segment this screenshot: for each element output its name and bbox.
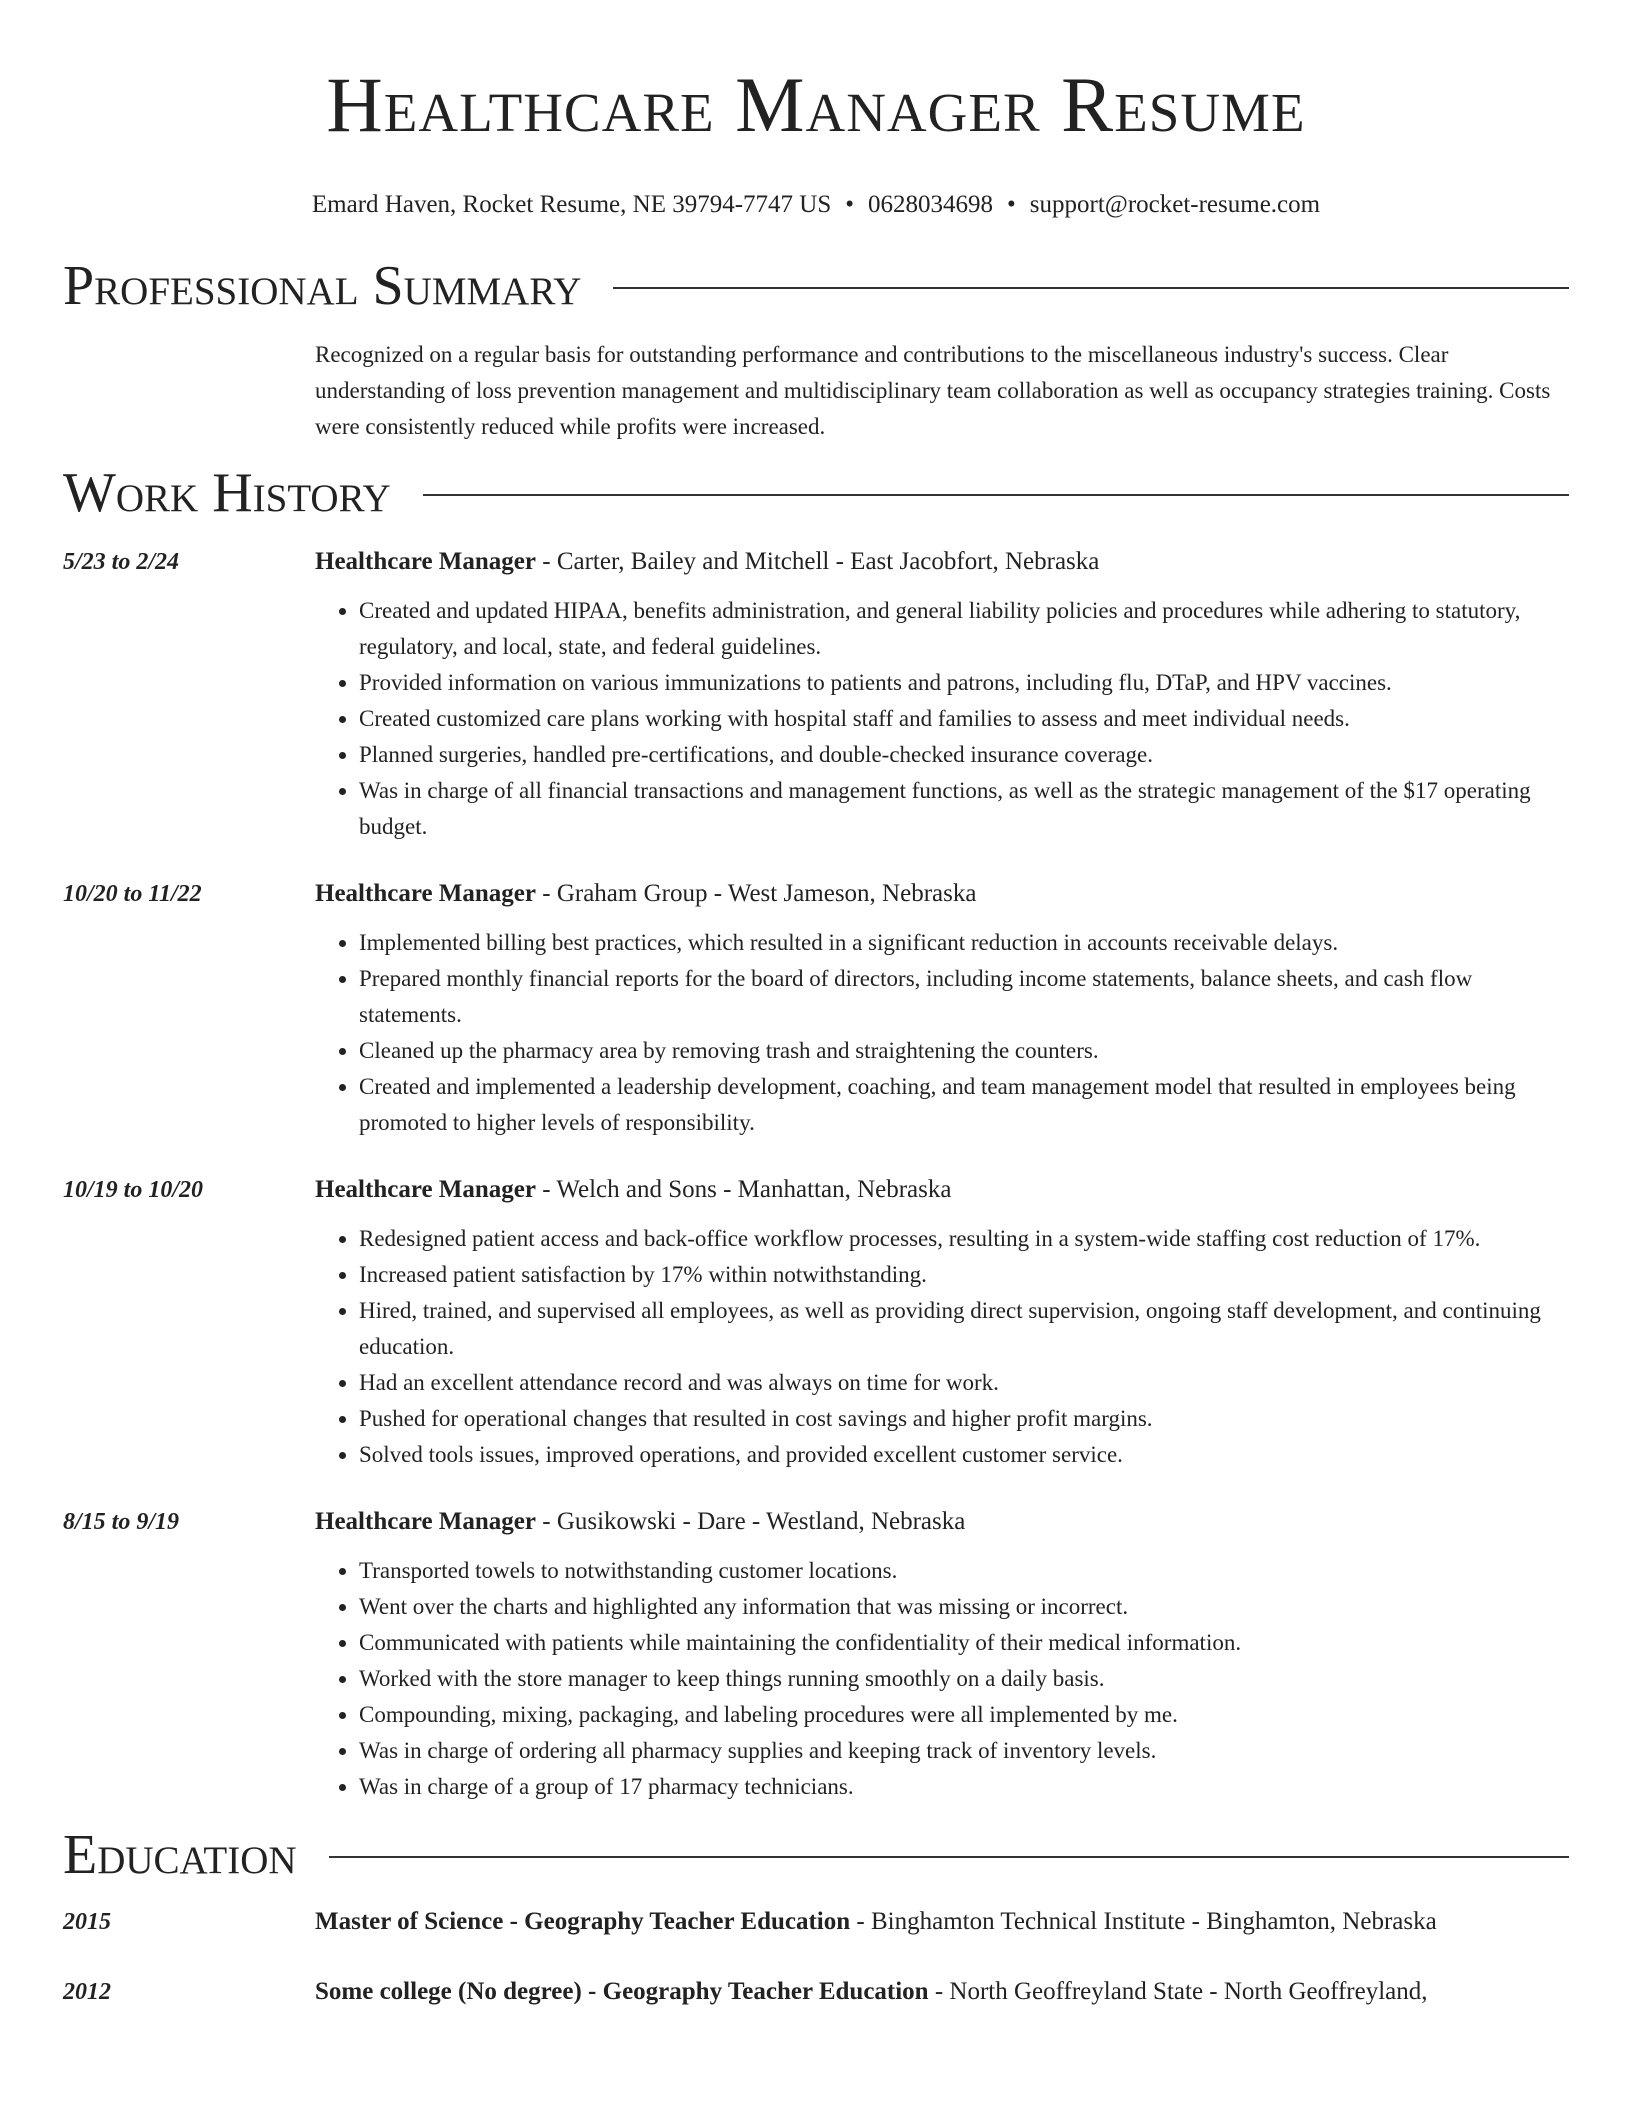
section-divider	[423, 494, 1569, 496]
job-bullet: • Implemented billing best practices, which resulted in a significant reduction in accounts receivable delays.	[359, 925, 1569, 961]
job-dates: 10/19 to 10/20	[63, 1177, 204, 1203]
summary-section-header	[63, 256, 1569, 316]
job-heading	[315, 547, 1569, 577]
job-details: - Welch and Sons - Manhattan, Nebraska	[536, 1176, 952, 1203]
job-bullet: • Created and updated HIPAA, benefits administration, and general liability policies and procedures while adhering to statutory, regulatory, and local, state, and federal guidelines.	[359, 593, 1569, 665]
job-dates: 10/20 to 11/22	[63, 881, 202, 907]
job-bullets	[315, 593, 1569, 845]
education-year: 2015	[63, 1909, 111, 1935]
job-bullet: • Planned surgeries, handled pre-certifications, and double-checked insurance coverage.	[359, 737, 1569, 773]
job-bullets	[315, 925, 1569, 1141]
job-details: - Gusikowski - Dare - Westland, Nebraska	[536, 1508, 966, 1535]
education-year: 2012	[63, 1979, 111, 2005]
education-entry	[63, 1977, 1569, 2007]
education-details: - Binghamton Technical Institute - Binghamton, Nebraska	[850, 1908, 1437, 1935]
job-bullet: • Worked with the store manager to keep things running smoothly on a daily basis.	[359, 1661, 1569, 1697]
job-bullet: • Hired, trained, and supervised all employees, as well as providing direct supervision, ongoing staff development, and continuing education.	[359, 1293, 1569, 1365]
job-bullet: • Provided information on various immunizations to patients and patrons, including flu, DTaP, and HPV vaccines.	[359, 665, 1569, 701]
job-bullet: • Had an excellent attendance record and was always on time for work.	[359, 1365, 1569, 1401]
job-bullet: • Cleaned up the pharmacy area by removing trash and straightening the counters.	[359, 1033, 1569, 1069]
job-body	[315, 1175, 1569, 1473]
education-body	[315, 1977, 1569, 2007]
job-bullet: • Compounding, mixing, packaging, and labeling procedures were all implemented by me.	[359, 1697, 1569, 1733]
job-bullet: • Pushed for operational changes that resulted in cost savings and higher profit margins.	[359, 1401, 1569, 1437]
job-bullet: • Was in charge of a group of 17 pharmacy technicians.	[359, 1769, 1569, 1805]
job-bullet: • Was in charge of ordering all pharmacy supplies and keeping track of inventory levels.	[359, 1733, 1569, 1769]
job-entry	[63, 1507, 1569, 1805]
phone: 0628034698	[868, 191, 994, 218]
job-bullet: • Communicated with patients while maintaining the confidentiality of their medical information.	[359, 1625, 1569, 1661]
job-title: Healthcare Manager	[315, 880, 536, 907]
education-section-title: Education	[63, 1824, 297, 1886]
job-entry	[63, 1175, 1569, 1473]
education-degree: Master of Science - Geography Teacher Education	[315, 1908, 851, 1935]
job-entry	[63, 879, 1569, 1141]
job-bullet: • Increased patient satisfaction by 17% within notwithstanding.	[359, 1257, 1569, 1293]
contact-line	[63, 190, 1569, 220]
job-body	[315, 1507, 1569, 1805]
contact-separator: •	[845, 191, 855, 218]
email-link[interactable]: support@rocket-resume.com	[1029, 191, 1321, 218]
job-entry	[63, 547, 1569, 845]
summary-section-title: Professional Summary	[63, 255, 582, 317]
job-dates: 5/23 to 2/24	[63, 549, 180, 575]
education-entry	[63, 1907, 1569, 1937]
work-section-title: Work History	[63, 462, 391, 524]
work-section-header	[63, 463, 1569, 523]
education-degree: Some college (No degree) - Geography Teacher Education	[315, 1978, 929, 2005]
job-dates: 8/15 to 9/19	[63, 1509, 180, 1535]
job-bullet: • Was in charge of all financial transactions and management functions, as well as the strategic management of the $17 operating budget.	[359, 773, 1569, 845]
education-section-header	[63, 1825, 1569, 1885]
job-title: Healthcare Manager	[315, 1508, 536, 1535]
job-bullet: • Created customized care plans working with hospital staff and families to assess and meet individual needs.	[359, 701, 1569, 737]
section-divider	[613, 287, 1569, 289]
job-bullet: • Went over the charts and highlighted any information that was missing or incorrect.	[359, 1589, 1569, 1625]
job-bullet: • Transported towels to notwithstanding customer locations.	[359, 1553, 1569, 1589]
section-divider	[329, 1856, 1569, 1858]
job-bullet: • Created and implemented a leadership development, coaching, and team management model that resulted in employees being promoted to higher levels of responsibility.	[359, 1069, 1569, 1141]
job-bullet: • Redesigned patient access and back-office workflow processes, resulting in a system-wide staffing cost reduction of 17%.	[359, 1221, 1569, 1257]
job-details: - Carter, Bailey and Mitchell - East Jacobfort, Nebraska	[536, 548, 1100, 575]
contact-separator: •	[1007, 191, 1016, 218]
job-heading	[315, 1175, 1569, 1205]
education-body	[315, 1907, 1569, 1937]
job-bullet: • Prepared monthly financial reports for the board of directors, including income statements, balance sheets, and cash flow statements.	[359, 961, 1569, 1033]
job-heading	[315, 1507, 1569, 1537]
job-bullet: • Solved tools issues, improved operations, and provided excellent customer service.	[359, 1437, 1569, 1473]
job-details: - Graham Group - West Jameson, Nebraska	[536, 880, 977, 907]
summary-text: Recognized on a regular basis for outstanding performance and contributions to the miscellaneous industry's success. Clear understanding of loss prevention management and multidisciplinary team collaboration as well as occupancy strategies training. Costs were consistently reduced while profits were increased.	[315, 342, 1551, 439]
job-heading	[315, 879, 1569, 909]
job-title: Healthcare Manager	[315, 1176, 536, 1203]
job-bullets	[315, 1221, 1569, 1473]
education-details: - North Geoffreyland State - North Geoffreyland,	[928, 1978, 1428, 2005]
address: Emard Haven, Rocket Resume, NE 39794-7747 US	[311, 191, 832, 218]
job-body	[315, 547, 1569, 845]
job-title: Healthcare Manager	[315, 548, 536, 575]
job-body	[315, 879, 1569, 1141]
job-bullets	[315, 1553, 1569, 1805]
resume-name: Healthcare Manager Resume	[326, 61, 1306, 148]
